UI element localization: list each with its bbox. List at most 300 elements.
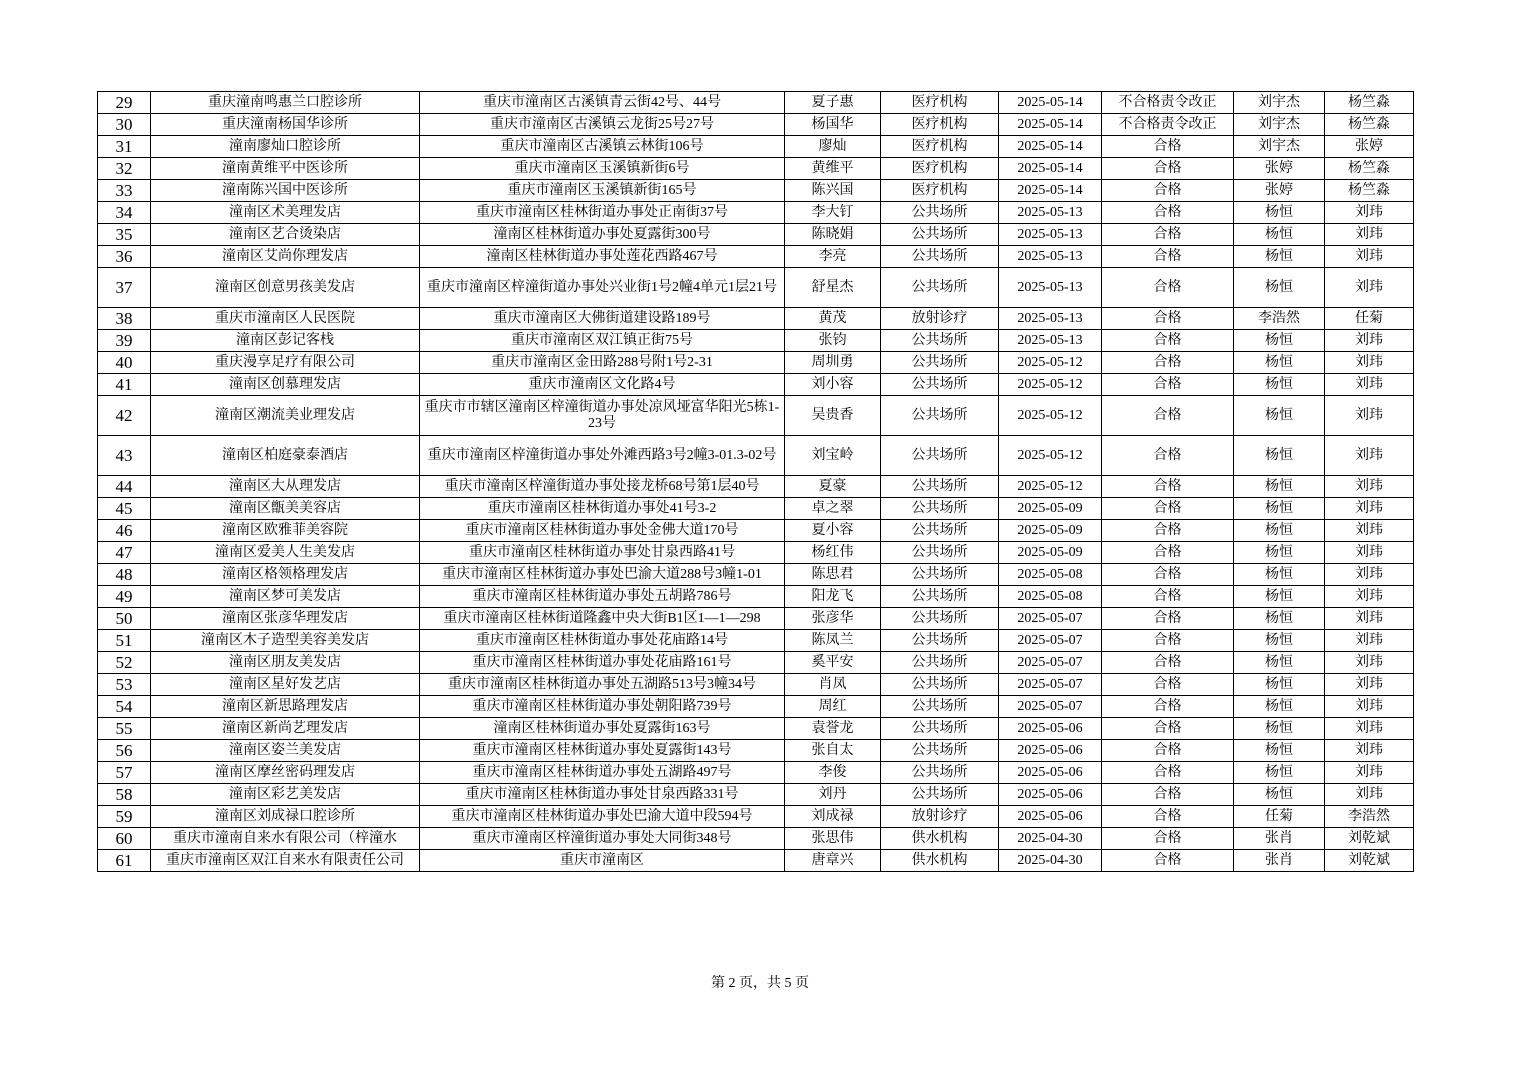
row-number-cell: 49 bbox=[98, 586, 151, 608]
responsible-person-cell: 刘小容 bbox=[785, 374, 881, 396]
business-name-cell: 潼南廖灿口腔诊所 bbox=[151, 136, 420, 158]
table-row bbox=[98, 136, 1414, 158]
responsible-person-cell: 张彦华 bbox=[785, 608, 881, 630]
inspector-1-cell: 刘宇杰 bbox=[1234, 92, 1325, 114]
address-cell: 重庆市潼南区桂林街道办事处花庙路14号 bbox=[420, 630, 785, 652]
category-cell: 医疗机构 bbox=[881, 136, 999, 158]
inspection-date-cell: 2025-05-09 bbox=[999, 520, 1102, 542]
category-cell: 公共场所 bbox=[881, 740, 999, 762]
table-row bbox=[98, 330, 1414, 352]
inspector-1-cell: 杨恒 bbox=[1234, 608, 1325, 630]
address-cell: 重庆市潼南区桂林街道办事处花庙路161号 bbox=[420, 652, 785, 674]
table-row bbox=[98, 520, 1414, 542]
inspection-date-cell: 2025-05-14 bbox=[999, 92, 1102, 114]
address-cell: 重庆市潼南区桂林街道办事处甘泉西路41号 bbox=[420, 542, 785, 564]
category-cell: 医疗机构 bbox=[881, 180, 999, 202]
category-cell: 公共场所 bbox=[881, 674, 999, 696]
table-row bbox=[98, 718, 1414, 740]
table-row bbox=[98, 92, 1414, 114]
inspection-records-table bbox=[97, 91, 1414, 872]
business-name-cell: 潼南区梦可美发店 bbox=[151, 586, 420, 608]
inspection-result-cell: 合格 bbox=[1102, 476, 1234, 498]
inspector-2-cell: 刘玮 bbox=[1325, 630, 1414, 652]
responsible-person-cell: 张自太 bbox=[785, 740, 881, 762]
row-number-cell: 34 bbox=[98, 202, 151, 224]
responsible-person-cell: 张钧 bbox=[785, 330, 881, 352]
category-cell: 公共场所 bbox=[881, 268, 999, 308]
inspector-2-cell: 刘玮 bbox=[1325, 674, 1414, 696]
table-row bbox=[98, 586, 1414, 608]
row-number-cell: 53 bbox=[98, 674, 151, 696]
inspection-date-cell: 2025-05-13 bbox=[999, 202, 1102, 224]
category-cell: 公共场所 bbox=[881, 564, 999, 586]
inspector-1-cell: 杨恒 bbox=[1234, 498, 1325, 520]
inspector-1-cell: 杨恒 bbox=[1234, 542, 1325, 564]
inspector-1-cell: 杨恒 bbox=[1234, 762, 1325, 784]
address-cell: 重庆市潼南区古溪镇云林街106号 bbox=[420, 136, 785, 158]
address-cell: 重庆市潼南区梓潼街道办事处兴业街1号2幢4单元1层21号 bbox=[420, 268, 785, 308]
inspector-1-cell: 李浩然 bbox=[1234, 308, 1325, 330]
table-row bbox=[98, 114, 1414, 136]
business-name-cell: 潼南区潮流美业理发店 bbox=[151, 396, 420, 436]
inspection-result-cell: 合格 bbox=[1102, 158, 1234, 180]
row-number-cell: 35 bbox=[98, 224, 151, 246]
inspection-date-cell: 2025-05-07 bbox=[999, 674, 1102, 696]
responsible-person-cell: 周圳勇 bbox=[785, 352, 881, 374]
inspector-2-cell: 刘玮 bbox=[1325, 608, 1414, 630]
inspector-2-cell: 刘玮 bbox=[1325, 542, 1414, 564]
category-cell: 供水机构 bbox=[881, 828, 999, 850]
inspector-1-cell: 杨恒 bbox=[1234, 718, 1325, 740]
row-number-cell: 37 bbox=[98, 268, 151, 308]
address-cell: 重庆市市辖区潼南区梓潼街道办事处凉风垭富华阳光5栋1-23号 bbox=[420, 396, 785, 436]
inspection-date-cell: 2025-05-07 bbox=[999, 652, 1102, 674]
address-cell: 重庆市潼南区桂林街道办事处巴渝大道288号3幢1-01 bbox=[420, 564, 785, 586]
row-number-cell: 54 bbox=[98, 696, 151, 718]
inspector-1-cell: 杨恒 bbox=[1234, 696, 1325, 718]
responsible-person-cell: 李大钉 bbox=[785, 202, 881, 224]
row-number-cell: 50 bbox=[98, 608, 151, 630]
category-cell: 公共场所 bbox=[881, 202, 999, 224]
business-name-cell: 潼南区欧雅菲美容院 bbox=[151, 520, 420, 542]
category-cell: 放射诊疗 bbox=[881, 308, 999, 330]
table-body bbox=[98, 92, 1414, 872]
responsible-person-cell: 袁誉龙 bbox=[785, 718, 881, 740]
responsible-person-cell: 刘丹 bbox=[785, 784, 881, 806]
table-row bbox=[98, 308, 1414, 330]
category-cell: 供水机构 bbox=[881, 850, 999, 872]
row-number-cell: 51 bbox=[98, 630, 151, 652]
address-cell: 重庆市潼南区古溪镇云龙街25号27号 bbox=[420, 114, 785, 136]
responsible-person-cell: 周红 bbox=[785, 696, 881, 718]
inspector-2-cell: 杨竺淼 bbox=[1325, 158, 1414, 180]
business-name-cell: 重庆潼南杨国华诊所 bbox=[151, 114, 420, 136]
row-number-cell: 46 bbox=[98, 520, 151, 542]
table-row bbox=[98, 436, 1414, 476]
inspector-1-cell: 杨恒 bbox=[1234, 564, 1325, 586]
business-name-cell: 潼南陈兴国中医诊所 bbox=[151, 180, 420, 202]
inspector-2-cell: 刘玮 bbox=[1325, 784, 1414, 806]
address-cell: 重庆市潼南区桂林街道办事处五湖路497号 bbox=[420, 762, 785, 784]
row-number-cell: 40 bbox=[98, 352, 151, 374]
inspector-1-cell: 张肖 bbox=[1234, 850, 1325, 872]
row-number-cell: 48 bbox=[98, 564, 151, 586]
address-cell: 重庆市潼南区桂林街道办事处朝阳路739号 bbox=[420, 696, 785, 718]
category-cell: 公共场所 bbox=[881, 718, 999, 740]
table-row bbox=[98, 674, 1414, 696]
responsible-person-cell: 肖凤 bbox=[785, 674, 881, 696]
address-cell: 重庆市潼南区双江镇正街75号 bbox=[420, 330, 785, 352]
responsible-person-cell: 杨国华 bbox=[785, 114, 881, 136]
inspector-2-cell: 杨竺淼 bbox=[1325, 114, 1414, 136]
row-number-cell: 58 bbox=[98, 784, 151, 806]
table-row bbox=[98, 268, 1414, 308]
row-number-cell: 56 bbox=[98, 740, 151, 762]
responsible-person-cell: 夏豪 bbox=[785, 476, 881, 498]
responsible-person-cell: 李亮 bbox=[785, 246, 881, 268]
table-row bbox=[98, 740, 1414, 762]
business-name-cell: 潼南区术美理发店 bbox=[151, 202, 420, 224]
inspector-2-cell: 刘玮 bbox=[1325, 696, 1414, 718]
business-name-cell: 潼南区姿兰美发店 bbox=[151, 740, 420, 762]
responsible-person-cell: 夏子惠 bbox=[785, 92, 881, 114]
row-number-cell: 47 bbox=[98, 542, 151, 564]
address-cell: 重庆市潼南区桂林街道办事处金佛大道170号 bbox=[420, 520, 785, 542]
inspector-1-cell: 杨恒 bbox=[1234, 674, 1325, 696]
inspection-date-cell: 2025-05-07 bbox=[999, 696, 1102, 718]
inspection-result-cell: 合格 bbox=[1102, 498, 1234, 520]
page-footer: 第 2 页，共 5 页 bbox=[711, 976, 809, 991]
business-name-cell: 潼南区创慕理发店 bbox=[151, 374, 420, 396]
row-number-cell: 39 bbox=[98, 330, 151, 352]
responsible-person-cell: 黄维平 bbox=[785, 158, 881, 180]
table-row bbox=[98, 246, 1414, 268]
inspector-1-cell: 张肖 bbox=[1234, 828, 1325, 850]
inspection-result-cell: 合格 bbox=[1102, 436, 1234, 476]
responsible-person-cell: 舒星杰 bbox=[785, 268, 881, 308]
table-row bbox=[98, 784, 1414, 806]
inspection-date-cell: 2025-05-14 bbox=[999, 158, 1102, 180]
inspector-2-cell: 刘玮 bbox=[1325, 246, 1414, 268]
address-cell: 重庆市潼南区文化路4号 bbox=[420, 374, 785, 396]
inspector-2-cell: 刘玮 bbox=[1325, 374, 1414, 396]
business-name-cell: 潼南区彭记客栈 bbox=[151, 330, 420, 352]
table-row bbox=[98, 762, 1414, 784]
address-cell: 重庆市潼南区梓潼街道办事处外滩西路3号2幢3-01.3-02号 bbox=[420, 436, 785, 476]
inspector-2-cell: 刘玮 bbox=[1325, 352, 1414, 374]
business-name-cell: 潼南区彩艺美发店 bbox=[151, 784, 420, 806]
address-cell: 重庆市潼南区桂林街道隆鑫中央大街B1区1—1—298 bbox=[420, 608, 785, 630]
inspector-2-cell: 任菊 bbox=[1325, 308, 1414, 330]
business-name-cell: 重庆漫享足疗有限公司 bbox=[151, 352, 420, 374]
category-cell: 公共场所 bbox=[881, 608, 999, 630]
inspector-2-cell: 刘玮 bbox=[1325, 436, 1414, 476]
category-cell: 公共场所 bbox=[881, 630, 999, 652]
inspector-1-cell: 杨恒 bbox=[1234, 586, 1325, 608]
inspection-date-cell: 2025-05-13 bbox=[999, 268, 1102, 308]
table-row bbox=[98, 696, 1414, 718]
table-row bbox=[98, 652, 1414, 674]
inspector-1-cell: 杨恒 bbox=[1234, 652, 1325, 674]
inspection-date-cell: 2025-05-06 bbox=[999, 784, 1102, 806]
inspection-date-cell: 2025-05-06 bbox=[999, 740, 1102, 762]
inspection-date-cell: 2025-05-14 bbox=[999, 114, 1102, 136]
business-name-cell: 潼南区朋友美发店 bbox=[151, 652, 420, 674]
inspection-result-cell: 合格 bbox=[1102, 224, 1234, 246]
address-cell: 重庆市潼南区 bbox=[420, 850, 785, 872]
inspection-date-cell: 2025-05-12 bbox=[999, 396, 1102, 436]
inspection-date-cell: 2025-05-07 bbox=[999, 608, 1102, 630]
inspection-result-cell: 合格 bbox=[1102, 696, 1234, 718]
inspection-date-cell: 2025-05-13 bbox=[999, 308, 1102, 330]
address-cell: 潼南区桂林街道办事处夏露街163号 bbox=[420, 718, 785, 740]
row-number-cell: 36 bbox=[98, 246, 151, 268]
inspection-result-cell: 合格 bbox=[1102, 330, 1234, 352]
inspection-date-cell: 2025-05-06 bbox=[999, 718, 1102, 740]
inspection-date-cell: 2025-05-09 bbox=[999, 498, 1102, 520]
inspector-1-cell: 杨恒 bbox=[1234, 202, 1325, 224]
inspector-1-cell: 杨恒 bbox=[1234, 374, 1325, 396]
inspection-result-cell: 合格 bbox=[1102, 520, 1234, 542]
category-cell: 公共场所 bbox=[881, 542, 999, 564]
responsible-person-cell: 黄茂 bbox=[785, 308, 881, 330]
address-cell: 重庆市潼南区桂林街道办事处五胡路786号 bbox=[420, 586, 785, 608]
inspector-2-cell: 李浩然 bbox=[1325, 806, 1414, 828]
category-cell: 公共场所 bbox=[881, 246, 999, 268]
category-cell: 医疗机构 bbox=[881, 158, 999, 180]
inspection-date-cell: 2025-05-13 bbox=[999, 246, 1102, 268]
table-row bbox=[98, 564, 1414, 586]
business-name-cell: 潼南区木子造型美容美发店 bbox=[151, 630, 420, 652]
table-row bbox=[98, 828, 1414, 850]
inspection-result-cell: 合格 bbox=[1102, 268, 1234, 308]
inspector-2-cell: 刘玮 bbox=[1325, 564, 1414, 586]
responsible-person-cell: 唐章兴 bbox=[785, 850, 881, 872]
inspector-1-cell: 张婷 bbox=[1234, 180, 1325, 202]
row-number-cell: 33 bbox=[98, 180, 151, 202]
table-row bbox=[98, 202, 1414, 224]
inspection-result-cell: 不合格责令改正 bbox=[1102, 114, 1234, 136]
row-number-cell: 61 bbox=[98, 850, 151, 872]
inspection-result-cell: 合格 bbox=[1102, 564, 1234, 586]
category-cell: 公共场所 bbox=[881, 784, 999, 806]
inspection-date-cell: 2025-04-30 bbox=[999, 828, 1102, 850]
business-name-cell: 潼南区星好发艺店 bbox=[151, 674, 420, 696]
inspector-2-cell: 刘玮 bbox=[1325, 762, 1414, 784]
address-cell: 重庆市潼南区玉溪镇新街6号 bbox=[420, 158, 785, 180]
address-cell: 潼南区桂林街道办事处莲花西路467号 bbox=[420, 246, 785, 268]
inspection-result-cell: 合格 bbox=[1102, 308, 1234, 330]
inspector-2-cell: 刘玮 bbox=[1325, 718, 1414, 740]
category-cell: 公共场所 bbox=[881, 586, 999, 608]
inspector-2-cell: 刘玮 bbox=[1325, 520, 1414, 542]
responsible-person-cell: 夏小容 bbox=[785, 520, 881, 542]
inspector-2-cell: 刘玮 bbox=[1325, 498, 1414, 520]
inspection-result-cell: 合格 bbox=[1102, 762, 1234, 784]
inspection-date-cell: 2025-05-12 bbox=[999, 436, 1102, 476]
table-row bbox=[98, 498, 1414, 520]
category-cell: 公共场所 bbox=[881, 224, 999, 246]
inspection-result-cell: 合格 bbox=[1102, 608, 1234, 630]
row-number-cell: 41 bbox=[98, 374, 151, 396]
category-cell: 公共场所 bbox=[881, 696, 999, 718]
inspector-2-cell: 刘玮 bbox=[1325, 476, 1414, 498]
inspection-result-cell: 合格 bbox=[1102, 202, 1234, 224]
inspector-1-cell: 杨恒 bbox=[1234, 268, 1325, 308]
inspector-1-cell: 杨恒 bbox=[1234, 436, 1325, 476]
table-row bbox=[98, 224, 1414, 246]
inspector-2-cell: 刘乾斌 bbox=[1325, 850, 1414, 872]
row-number-cell: 31 bbox=[98, 136, 151, 158]
address-cell: 重庆市潼南区桂林街道办事处五湖路513号3幢34号 bbox=[420, 674, 785, 696]
table-row bbox=[98, 352, 1414, 374]
inspection-result-cell: 合格 bbox=[1102, 352, 1234, 374]
business-name-cell: 潼南区柏庭豪泰酒店 bbox=[151, 436, 420, 476]
category-cell: 公共场所 bbox=[881, 352, 999, 374]
address-cell: 重庆市潼南区桂林街道办事处甘泉西路331号 bbox=[420, 784, 785, 806]
business-name-cell: 潼南区大从理发店 bbox=[151, 476, 420, 498]
inspection-result-cell: 合格 bbox=[1102, 136, 1234, 158]
inspector-1-cell: 张婷 bbox=[1234, 158, 1325, 180]
business-name-cell: 潼南区摩丝密码理发店 bbox=[151, 762, 420, 784]
inspector-1-cell: 刘宇杰 bbox=[1234, 114, 1325, 136]
address-cell: 重庆市潼南区大佛街道建设路189号 bbox=[420, 308, 785, 330]
business-name-cell: 潼南区艾尚你理发店 bbox=[151, 246, 420, 268]
category-cell: 公共场所 bbox=[881, 520, 999, 542]
responsible-person-cell: 陈凤兰 bbox=[785, 630, 881, 652]
inspection-result-cell: 合格 bbox=[1102, 850, 1234, 872]
category-cell: 公共场所 bbox=[881, 374, 999, 396]
inspector-2-cell: 杨竺淼 bbox=[1325, 92, 1414, 114]
category-cell: 公共场所 bbox=[881, 498, 999, 520]
inspection-date-cell: 2025-05-12 bbox=[999, 352, 1102, 374]
inspection-result-cell: 合格 bbox=[1102, 740, 1234, 762]
business-name-cell: 潼南区格领格理发店 bbox=[151, 564, 420, 586]
responsible-person-cell: 刘宝岭 bbox=[785, 436, 881, 476]
row-number-cell: 32 bbox=[98, 158, 151, 180]
inspector-2-cell: 刘玮 bbox=[1325, 268, 1414, 308]
business-name-cell: 重庆潼南鸣惠兰口腔诊所 bbox=[151, 92, 420, 114]
responsible-person-cell: 李俊 bbox=[785, 762, 881, 784]
inspector-1-cell: 杨恒 bbox=[1234, 520, 1325, 542]
inspector-1-cell: 杨恒 bbox=[1234, 330, 1325, 352]
business-name-cell: 重庆市潼南区人民医院 bbox=[151, 308, 420, 330]
row-number-cell: 44 bbox=[98, 476, 151, 498]
address-cell: 重庆市潼南区梓潼街道办事处接龙桥68号第1层40号 bbox=[420, 476, 785, 498]
inspection-date-cell: 2025-05-14 bbox=[999, 136, 1102, 158]
inspection-date-cell: 2025-05-14 bbox=[999, 180, 1102, 202]
table-row bbox=[98, 158, 1414, 180]
table-row bbox=[98, 542, 1414, 564]
table-row bbox=[98, 374, 1414, 396]
business-name-cell: 重庆市潼南区双江自来水有限责任公司 bbox=[151, 850, 420, 872]
inspector-2-cell: 刘玮 bbox=[1325, 652, 1414, 674]
inspection-date-cell: 2025-04-30 bbox=[999, 850, 1102, 872]
inspector-2-cell: 刘玮 bbox=[1325, 330, 1414, 352]
business-name-cell: 潼南区甑美美容店 bbox=[151, 498, 420, 520]
row-number-cell: 42 bbox=[98, 396, 151, 436]
inspector-1-cell: 杨恒 bbox=[1234, 630, 1325, 652]
table-row bbox=[98, 806, 1414, 828]
inspector-1-cell: 杨恒 bbox=[1234, 476, 1325, 498]
inspection-result-cell: 合格 bbox=[1102, 674, 1234, 696]
inspector-1-cell: 杨恒 bbox=[1234, 396, 1325, 436]
inspector-1-cell: 杨恒 bbox=[1234, 740, 1325, 762]
responsible-person-cell: 廖灿 bbox=[785, 136, 881, 158]
inspection-date-cell: 2025-05-06 bbox=[999, 806, 1102, 828]
inspector-1-cell: 刘宇杰 bbox=[1234, 136, 1325, 158]
table-row bbox=[98, 630, 1414, 652]
business-name-cell: 重庆市潼南自来水有限公司（梓潼水 bbox=[151, 828, 420, 850]
category-cell: 医疗机构 bbox=[881, 114, 999, 136]
responsible-person-cell: 阳龙飞 bbox=[785, 586, 881, 608]
inspection-date-cell: 2025-05-13 bbox=[999, 330, 1102, 352]
inspector-1-cell: 任菊 bbox=[1234, 806, 1325, 828]
inspection-date-cell: 2025-05-13 bbox=[999, 224, 1102, 246]
address-cell: 重庆市潼南区桂林街道办事处巴渝大道中段594号 bbox=[420, 806, 785, 828]
category-cell: 公共场所 bbox=[881, 652, 999, 674]
address-cell: 重庆市潼南区桂林街道办事处正南街37号 bbox=[420, 202, 785, 224]
address-cell: 重庆市潼南区玉溪镇新街165号 bbox=[420, 180, 785, 202]
responsible-person-cell: 刘成禄 bbox=[785, 806, 881, 828]
address-cell: 重庆市潼南区古溪镇青云街42号、44号 bbox=[420, 92, 785, 114]
row-number-cell: 30 bbox=[98, 114, 151, 136]
address-cell: 重庆市潼南区梓潼街道办事处大同街348号 bbox=[420, 828, 785, 850]
business-name-cell: 潼南区新思路理发店 bbox=[151, 696, 420, 718]
inspection-date-cell: 2025-05-08 bbox=[999, 564, 1102, 586]
responsible-person-cell: 卓之翠 bbox=[785, 498, 881, 520]
inspector-2-cell: 刘玮 bbox=[1325, 202, 1414, 224]
table-row bbox=[98, 180, 1414, 202]
inspector-2-cell: 刘玮 bbox=[1325, 740, 1414, 762]
responsible-person-cell: 杨红伟 bbox=[785, 542, 881, 564]
table-row bbox=[98, 476, 1414, 498]
responsible-person-cell: 陈兴国 bbox=[785, 180, 881, 202]
inspection-date-cell: 2025-05-08 bbox=[999, 586, 1102, 608]
table-row bbox=[98, 850, 1414, 872]
business-name-cell: 潼南区爱美人生美发店 bbox=[151, 542, 420, 564]
row-number-cell: 43 bbox=[98, 436, 151, 476]
responsible-person-cell: 陈思君 bbox=[785, 564, 881, 586]
inspector-1-cell: 杨恒 bbox=[1234, 224, 1325, 246]
row-number-cell: 45 bbox=[98, 498, 151, 520]
inspector-2-cell: 刘玮 bbox=[1325, 396, 1414, 436]
responsible-person-cell: 奚平安 bbox=[785, 652, 881, 674]
row-number-cell: 29 bbox=[98, 92, 151, 114]
inspection-result-cell: 合格 bbox=[1102, 180, 1234, 202]
responsible-person-cell: 张思伟 bbox=[785, 828, 881, 850]
inspector-1-cell: 杨恒 bbox=[1234, 784, 1325, 806]
inspector-2-cell: 刘玮 bbox=[1325, 224, 1414, 246]
inspection-result-cell: 合格 bbox=[1102, 718, 1234, 740]
category-cell: 公共场所 bbox=[881, 476, 999, 498]
inspection-date-cell: 2025-05-12 bbox=[999, 476, 1102, 498]
inspector-2-cell: 张婷 bbox=[1325, 136, 1414, 158]
inspection-date-cell: 2025-05-09 bbox=[999, 542, 1102, 564]
business-name-cell: 潼南区张彦华理发店 bbox=[151, 608, 420, 630]
address-cell: 重庆市潼南区金田路288号附1号2-31 bbox=[420, 352, 785, 374]
row-number-cell: 52 bbox=[98, 652, 151, 674]
address-cell: 重庆市潼南区桂林街道办事处41号3-2 bbox=[420, 498, 785, 520]
category-cell: 公共场所 bbox=[881, 762, 999, 784]
responsible-person-cell: 吴贵香 bbox=[785, 396, 881, 436]
inspection-date-cell: 2025-05-12 bbox=[999, 374, 1102, 396]
inspection-result-cell: 合格 bbox=[1102, 828, 1234, 850]
table-row bbox=[98, 396, 1414, 436]
inspection-result-cell: 不合格责令改正 bbox=[1102, 92, 1234, 114]
inspection-date-cell: 2025-05-06 bbox=[999, 762, 1102, 784]
inspection-result-cell: 合格 bbox=[1102, 396, 1234, 436]
